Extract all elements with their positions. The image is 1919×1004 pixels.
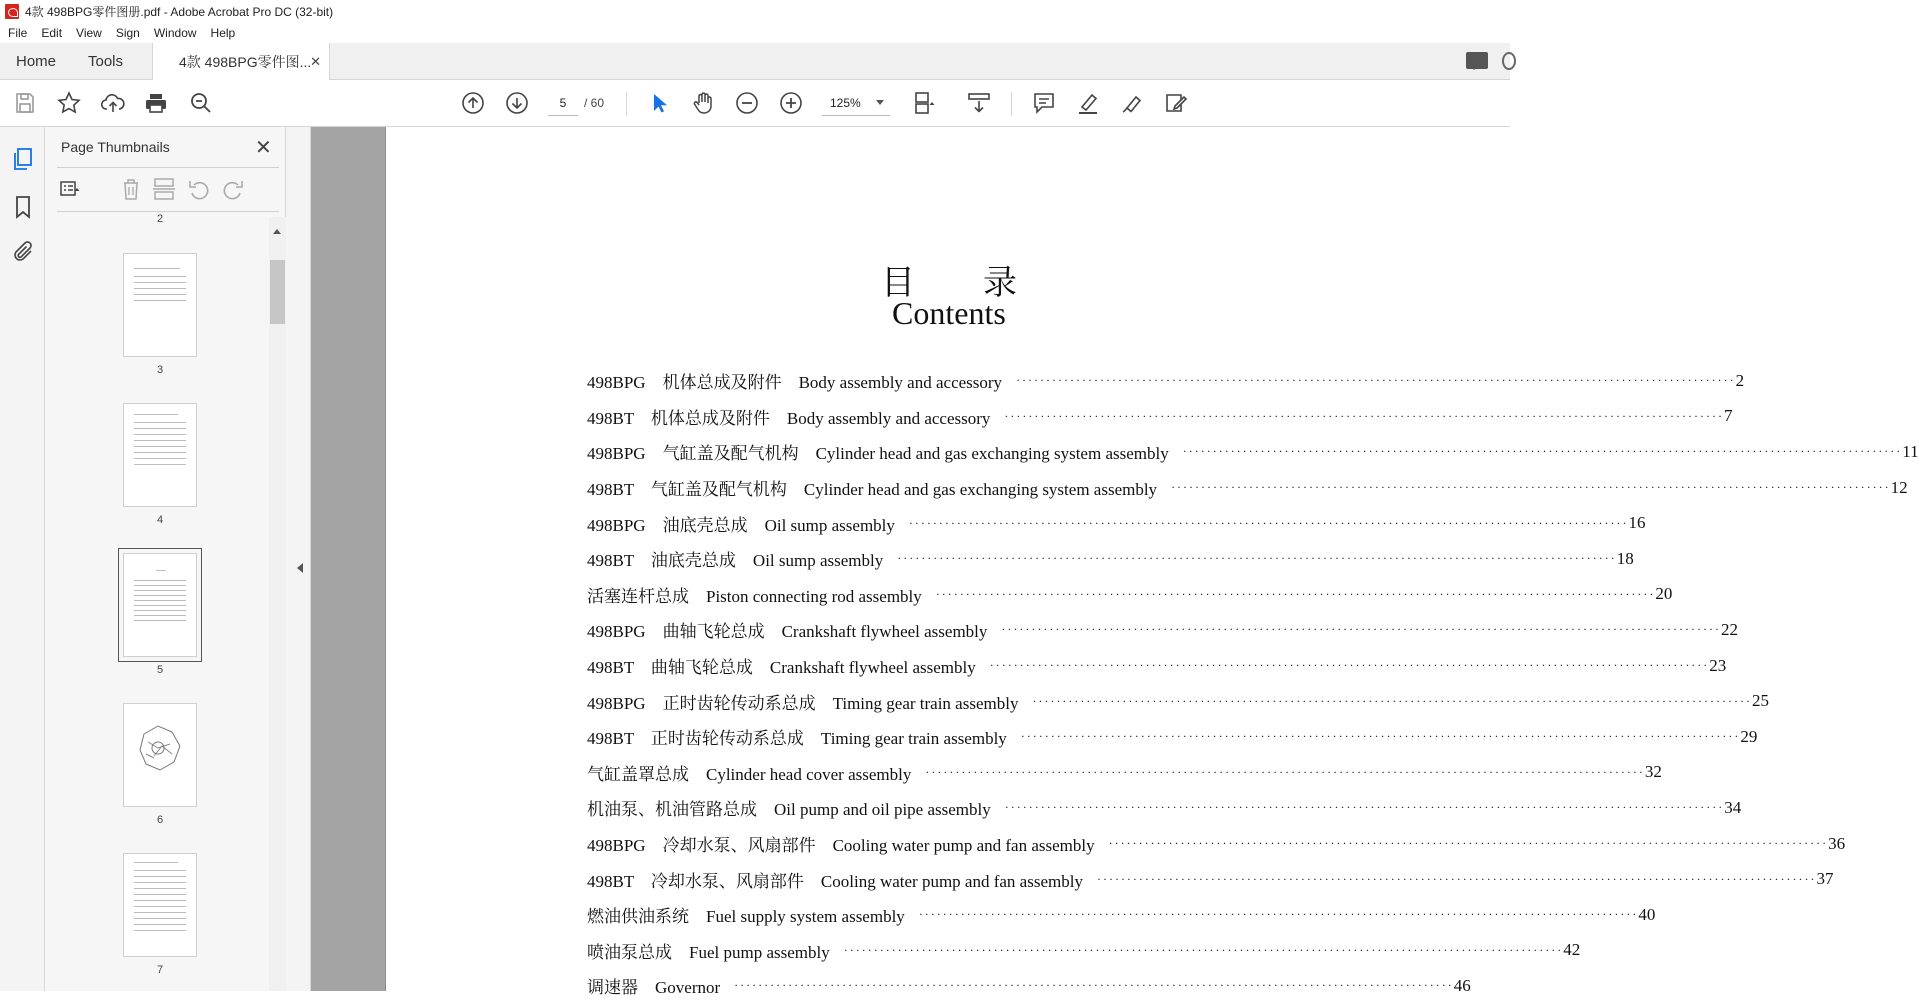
select-cursor-icon[interactable] <box>646 90 672 116</box>
star-icon[interactable] <box>56 90 82 116</box>
toc-entry[interactable] <box>587 648 1727 684</box>
panel-divider <box>57 211 279 212</box>
toc-dot-leader: ························································································································ <box>1108 836 1829 851</box>
toc-entry-page: 12 <box>1890 477 1908 497</box>
toc-entry-title: 498BPG 气缸盖及配气机构 Cylinder head and gas exchanging system assembly <box>587 444 1169 464</box>
zoom-search-icon[interactable] <box>188 90 214 116</box>
toc-entry-page: 36 <box>1828 833 1846 853</box>
window-titlebar <box>0 0 1510 22</box>
toc-dot-leader: ························································································································ <box>897 551 1617 566</box>
toc-entry-title: 498BT 气缸盖及配气机构 Cylinder head and gas exchanging system assembly <box>587 480 1158 500</box>
tab-document[interactable] <box>152 43 330 81</box>
toc-entry[interactable] <box>587 755 1662 791</box>
toc-entry-page: 34 <box>1724 797 1742 817</box>
toc-entry-title: 机油泵、机油管路总成 Oil pump and oil pipe assembly <box>587 800 991 820</box>
toc-dot-leader: ························································································································ <box>1032 693 1752 708</box>
toc-entry-page: 29 <box>1740 726 1758 746</box>
menu-edit[interactable]: Edit <box>41 25 63 40</box>
toc-entry[interactable] <box>587 790 1742 826</box>
toolbar-divider <box>1011 92 1012 116</box>
attachment-paperclip-icon[interactable] <box>11 240 35 264</box>
toc-entry-title: 498BT 油底壳总成 Oil sump assembly <box>587 551 884 571</box>
comment-icon[interactable] <box>1466 52 1488 69</box>
menu-bar <box>0 22 1510 43</box>
toc-entry-title: 498BPG 正时齿轮传动系总成 Timing gear train assembly <box>587 693 1019 713</box>
toc-dot-leader: ························································································································ <box>918 907 1639 922</box>
toc-dot-leader: ························································································································ <box>1020 729 1741 744</box>
toc-entry-page: 40 <box>1638 904 1656 924</box>
thumbnail-page[interactable] <box>123 253 197 357</box>
toc-entry-title: 喷油泵总成 Fuel pump assembly <box>587 942 830 962</box>
thumbnail-page[interactable] <box>123 853 197 957</box>
thumbnail-page-number: 7 <box>156 964 164 976</box>
toc-entry-page: 16 <box>1628 513 1646 533</box>
toc-entry[interactable] <box>587 541 1634 577</box>
toc-entry-page: 18 <box>1616 548 1634 568</box>
toc-dot-leader: ························································································································ <box>1001 622 1721 637</box>
toc-entry-title: 498BT 曲轴飞轮总成 Crankshaft flywheel assembly <box>587 658 976 678</box>
next-page-icon[interactable] <box>504 90 530 116</box>
tab-home[interactable]: Home <box>16 53 57 70</box>
toc-dot-leader: ························································································································ <box>935 586 1656 601</box>
toc-entry-title: 498BPG 冷却水泵、风扇部件 Cooling water pump and fan assembly <box>587 836 1095 856</box>
toc-entry-title: 498BPG 油底壳总成 Oil sump assembly <box>587 515 895 535</box>
scroll-mode-icon[interactable] <box>966 90 992 116</box>
toc-entry[interactable] <box>587 434 1919 470</box>
toc-entry-page: 20 <box>1655 584 1673 604</box>
toc-dot-leader: ························································································································ <box>925 764 1645 779</box>
toc-entry-title: 活塞连杆总成 Piston connecting rod assembly <box>587 586 922 606</box>
hand-tool-icon[interactable] <box>690 90 716 116</box>
acrobat-pdf-icon <box>5 4 19 19</box>
toc-entry-page: 7 <box>1723 406 1733 426</box>
table-of-contents <box>587 363 1919 1004</box>
toc-entry[interactable] <box>587 505 1646 541</box>
toc-entry-title: 498BT 正时齿轮传动系总成 Timing gear train assembly <box>587 729 1007 749</box>
pdf-page <box>385 127 1919 998</box>
menu-sign[interactable]: Sign <box>115 25 140 40</box>
tab-tools[interactable]: Tools <box>88 53 124 70</box>
document-canvas[interactable] <box>311 127 1919 998</box>
toc-entry-title: 498BPG 机体总成及附件 Body assembly and accessory <box>587 373 1003 393</box>
toc-entry-page: 23 <box>1709 655 1727 675</box>
previous-page-icon[interactable] <box>460 90 486 116</box>
menu-help[interactable]: Help <box>210 25 236 40</box>
page-display-icon[interactable] <box>912 90 938 116</box>
chevron-down-icon <box>876 100 884 109</box>
toc-entry[interactable] <box>587 719 1758 755</box>
toc-dot-leader: ························································································································ <box>734 978 1454 993</box>
collapse-arrow-icon[interactable] <box>297 563 303 573</box>
page-total: / 60 <box>584 96 605 110</box>
zoom-in-icon[interactable] <box>778 90 804 116</box>
toc-entry[interactable] <box>587 577 1673 613</box>
zoom-out-icon[interactable] <box>734 90 760 116</box>
toc-entry[interactable] <box>587 612 1738 648</box>
add-comment-icon[interactable] <box>1031 90 1057 116</box>
panel-collapse-handle[interactable] <box>286 127 311 991</box>
delete-page-icon[interactable] <box>119 177 143 201</box>
left-navigation-rail <box>0 127 45 991</box>
thumbnail-page-number: 2 <box>156 213 164 225</box>
thumbnail-options-menu-icon[interactable] <box>59 177 83 201</box>
account-icon[interactable] <box>1502 52 1516 70</box>
toc-entry-title: 498BT 冷却水泵、风扇部件 Cooling water pump and fan assembly <box>587 871 1083 891</box>
menu-file[interactable]: File <box>8 25 28 40</box>
main-toolbar <box>0 80 1510 127</box>
toc-entry-title: 气缸盖罩总成 Cylinder head cover assembly <box>587 764 912 784</box>
page-thumbnails-panel <box>45 127 286 991</box>
rotate-clockwise-icon[interactable] <box>221 177 245 201</box>
upload-cloud-icon[interactable] <box>100 90 126 116</box>
extract-page-icon[interactable] <box>152 177 176 201</box>
fill-sign-icon[interactable] <box>1163 90 1189 116</box>
toc-entry-title: 调速器 Governor <box>587 978 721 998</box>
page-number-input[interactable]: 5 <box>548 90 578 116</box>
toc-dot-leader: ························································································································ <box>1182 444 1903 459</box>
panel-title: Page Thumbnails <box>61 139 170 155</box>
print-icon[interactable] <box>143 90 169 116</box>
toc-entry[interactable] <box>587 470 1908 506</box>
toc-dot-leader: ························································································································ <box>843 942 1564 957</box>
page-thumbnails-icon[interactable] <box>11 147 35 171</box>
thumbnail-list <box>45 213 270 991</box>
close-panel-icon[interactable]: ✕ <box>255 137 272 159</box>
save-icon[interactable] <box>12 90 38 116</box>
toc-entry-page: 22 <box>1720 619 1738 639</box>
toc-entry[interactable] <box>587 683 1769 719</box>
toc-dot-leader: ························································································································ <box>908 515 1629 530</box>
highlight-pen-icon[interactable] <box>1075 90 1101 116</box>
toolbar-divider <box>626 92 627 116</box>
thumbnail-scrollbar[interactable] <box>269 217 286 991</box>
thumbnail-page-number: 5 <box>156 664 164 676</box>
toc-entry-title: 燃油供油系统 Fuel supply system assembly <box>587 907 905 927</box>
thumbnail-page-number: 4 <box>156 514 164 526</box>
toc-entry[interactable] <box>587 933 1581 969</box>
toc-entry-page: 32 <box>1644 762 1662 782</box>
tab-bar <box>0 43 1510 80</box>
menu-view[interactable]: View <box>76 25 102 40</box>
thumbnail-page-number: 3 <box>156 364 164 376</box>
draw-freehand-icon[interactable] <box>1119 90 1145 116</box>
exploded-drawing-thumbnail-icon <box>124 704 198 808</box>
page-heading-english: Contents <box>892 295 1006 331</box>
toc-entry-page: 42 <box>1563 940 1581 960</box>
thumbnail-page-number: 6 <box>156 814 164 826</box>
toc-entry[interactable] <box>587 826 1846 862</box>
toc-entry-page: 46 <box>1453 975 1471 995</box>
toc-entry[interactable] <box>587 968 1471 1004</box>
toc-entry-title: 498BT 机体总成及附件 Body assembly and accessory <box>587 408 991 428</box>
toc-entry[interactable] <box>587 861 1834 897</box>
toc-dot-leader: ························································································································ <box>1096 871 1817 886</box>
panel-divider <box>57 167 279 168</box>
thumbnail-page[interactable] <box>123 403 197 507</box>
thumbnail-page[interactable] <box>123 703 197 807</box>
zoom-level-value: 125% <box>830 95 861 110</box>
scrollbar-thumb[interactable] <box>270 260 285 324</box>
toc-entry[interactable] <box>587 897 1656 933</box>
page-heading-chinese: 目录 <box>881 263 1085 303</box>
toc-entry[interactable] <box>587 363 1745 399</box>
thumbnail-page-selected[interactable] <box>123 553 197 657</box>
toc-dot-leader: ························································································································ <box>1004 800 1725 815</box>
toc-entry-page: 11 <box>1902 441 1919 461</box>
scroll-up-arrow-icon[interactable] <box>273 225 281 234</box>
toc-entry[interactable] <box>587 399 1733 435</box>
toc-dot-leader: ························································································································ <box>1171 480 1891 495</box>
window-title: 4款 498BPG零件图册.pdf - Adobe Acrobat Pro DC (32-bit) <box>25 4 334 19</box>
toc-dot-leader: ························································································································ <box>1004 408 1724 423</box>
menu-window[interactable]: Window <box>153 25 197 40</box>
close-tab-icon[interactable]: ✕ <box>310 54 321 69</box>
toc-entry-page: 37 <box>1816 869 1834 889</box>
toc-dot-leader: ························································································································ <box>989 658 1710 673</box>
rotate-counterclockwise-icon[interactable] <box>187 177 211 201</box>
toc-entry-page: 2 <box>1735 370 1745 390</box>
toc-entry-page: 25 <box>1751 691 1769 711</box>
toc-dot-leader: ························································································································ <box>1016 373 1736 388</box>
tab-document-label: 4款 498BPG零件图... <box>179 54 312 70</box>
zoom-level-select[interactable] <box>822 90 890 116</box>
toc-entry-title: 498BPG 曲轴飞轮总成 Crankshaft flywheel assembly <box>587 622 988 642</box>
bookmark-icon[interactable] <box>11 195 35 219</box>
